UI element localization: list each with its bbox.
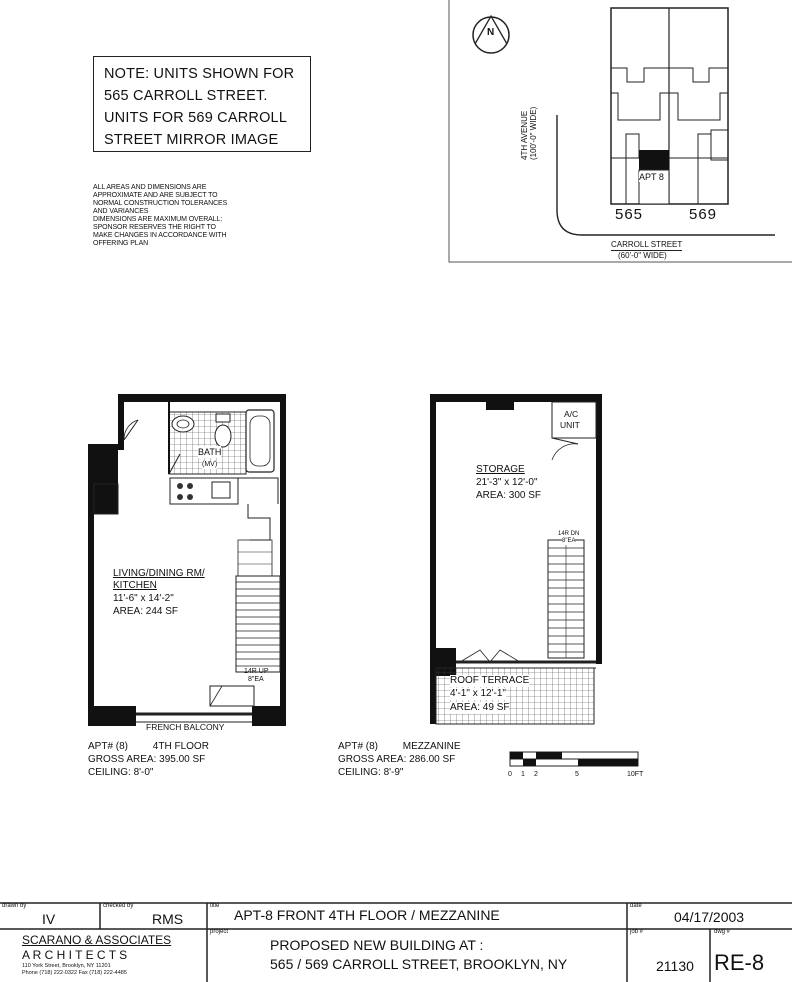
job-label: job # — [630, 929, 644, 935]
fourth-floor-ceiling: CEILING: 8'-0" — [88, 767, 154, 778]
firm-address: 110 York Street, Brooklyn, NY 11201 — [22, 963, 111, 969]
stair-down-label: 14R DN — [558, 531, 580, 537]
scale-bar — [510, 752, 638, 766]
living-room-name-1: LIVING/DINING RM/ — [113, 568, 205, 579]
disclaimer-line: NORMAL CONSTRUCTION TOLERANCES — [93, 200, 228, 207]
firm-subtitle: A R C H I T E C T S — [22, 948, 128, 962]
bath-note: (MV) — [202, 461, 218, 468]
disclaimer-line: OFFERING PLAN — [93, 240, 149, 247]
avenue-width: (100'-0" WIDE) — [529, 106, 538, 160]
roof-terrace-name: ROOF TERRACE — [450, 675, 530, 686]
title-label: title — [210, 903, 220, 909]
fourth-floor-apt-no: APT# (8) — [88, 741, 129, 752]
storage-name: STORAGE — [476, 464, 525, 475]
fourth-floor-level: 4TH FLOOR — [152, 741, 209, 752]
street-width-label: (60'-0" WIDE) — [618, 251, 667, 260]
firm-phone: Phone (718) 222-0322 Fax (718) 222-4485 — [22, 970, 127, 976]
mezzanine-gross-area: GROSS AREA: 286.00 SF — [338, 754, 456, 765]
storage-area: AREA: 300 SF — [476, 490, 542, 501]
scale-tick-1: 1 — [521, 771, 525, 778]
lot-565-label: 565 — [615, 206, 644, 223]
avenue-name: 4TH AVENUE — [520, 110, 529, 160]
mezzanine-ceiling: CEILING: 8'-9" — [338, 767, 404, 778]
drawn-by-value: IV — [42, 911, 56, 927]
project-label: project — [210, 929, 229, 935]
disclaimer-line: ALL AREAS AND DIMENSIONS ARE — [93, 184, 207, 191]
street-label: CARROLL STREET — [611, 240, 683, 249]
roof-terrace-dims: 4'-1" x 12'-1" — [450, 688, 506, 699]
stair-up-label: 14R UP — [244, 668, 269, 675]
project-line-1: PROPOSED NEW BUILDING AT : — [270, 937, 484, 953]
firm-name: SCARANO & ASSOCIATES — [22, 933, 172, 947]
mezzanine-summary — [338, 740, 461, 779]
lc-label: LC. — [100, 495, 111, 502]
mezzanine-apt-no: APT# (8) — [338, 741, 379, 752]
scale-tick-5: 5 — [575, 771, 579, 778]
date-label: date — [630, 903, 642, 909]
living-room-name-2: KITCHEN — [113, 580, 157, 591]
bath-label: BATH — [198, 447, 222, 457]
ac-unit-label-1: A/C — [564, 409, 579, 419]
drawing-title: APT-8 FRONT 4TH FLOOR / MEZZANINE — [234, 907, 500, 923]
disclaimer-line: DIMENSIONS ARE MAXIMUM OVERALL: — [93, 216, 223, 223]
disclaimer-line: MAKE CHANGES IN ACCORDANCE WITH — [93, 232, 227, 239]
scale-tick-0: 0 — [508, 771, 512, 778]
lot-569-label: 569 — [689, 206, 718, 223]
project-line-2: 565 / 569 CARROLL STREET, BROOKLYN, NY — [270, 956, 568, 972]
drawing-date: 04/17/2003 — [674, 909, 745, 925]
job-number: 21130 — [656, 958, 694, 974]
living-room-area: AREA: 244 SF — [113, 606, 179, 617]
scale-tick-2: 2 — [534, 771, 538, 778]
drawn-by-label: drawn by — [2, 903, 27, 909]
dwg-label: dwg # — [714, 929, 731, 935]
note-line: NOTE: UNITS SHOWN FOR — [104, 66, 295, 82]
checked-by-value: RMS — [152, 911, 184, 927]
disclaimer-line: SPONSOR RESERVES THE RIGHT TO — [93, 224, 216, 231]
checked-by-label: checked by — [103, 903, 134, 909]
dwg-number: RE-8 — [714, 950, 765, 975]
living-room-dims: 11'-6" x 14'-2" — [113, 593, 174, 604]
storage-dims: 21'-3" x 12'-0" — [476, 477, 538, 488]
disclaimer-line: AND VARIANCES — [93, 208, 149, 215]
scale-tick-10: 10FT — [627, 771, 644, 778]
fourth-floor-summary — [88, 740, 209, 779]
note-line: UNITS FOR 569 CARROLL — [104, 110, 288, 126]
fourth-floor-gross-area: GROSS AREA: 395.00 SF — [88, 754, 206, 765]
note-line: STREET MIRROR IMAGE — [104, 132, 279, 148]
note-line: 565 CARROLL STREET. — [104, 88, 268, 104]
avenue-label — [520, 107, 538, 160]
fourth-floor-apt-row — [88, 740, 209, 753]
ac-unit-label-2: UNIT — [560, 420, 580, 430]
north-label: N — [487, 27, 495, 38]
disclaimer-line: APPROXIMATE AND ARE SUBJECT TO — [93, 192, 218, 199]
mezzanine-apt-row — [338, 740, 461, 753]
stair-down-riser: 8"EA — [562, 538, 576, 544]
french-balcony-label: FRENCH BALCONY — [146, 722, 225, 732]
stair-up-riser: 8"EA — [248, 676, 264, 683]
key-apt-label: APT 8 — [639, 172, 664, 182]
mezzanine-level: MEZZANINE — [402, 741, 461, 752]
roof-terrace-area: AREA: 49 SF — [450, 702, 510, 713]
